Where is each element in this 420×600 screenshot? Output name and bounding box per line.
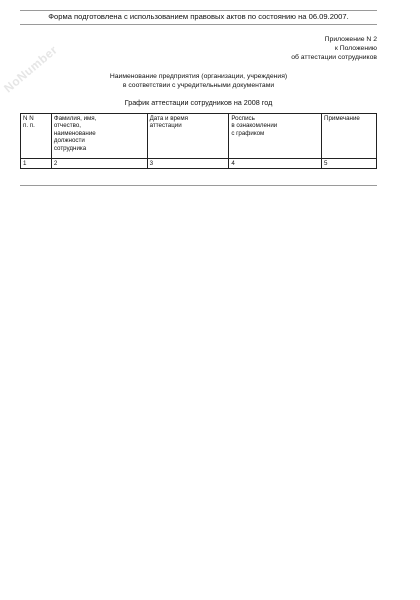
appendix-ref: к Положению: [334, 44, 377, 52]
header-note: Форма подготовлена с использованием правовых актов по состоянию на 06.09.2007.: [48, 12, 349, 21]
organization-block: [20, 72, 377, 90]
column-header: Роспись в ознакомлении с графиком: [229, 114, 322, 159]
bottom-rule: [20, 185, 377, 186]
column-number: 5: [322, 159, 377, 169]
column-number: 4: [229, 159, 322, 169]
top-rule: [20, 10, 377, 11]
column-header: Фамилия, имя, отчество, наименование должности сотрудника: [51, 114, 147, 159]
organization-name-line: Наименование предприятия (организации, учреждения): [109, 73, 288, 80]
schedule-title: График аттестации сотрудников на 2008 год: [124, 98, 273, 107]
header-rule: [20, 24, 377, 25]
table-row: [21, 159, 377, 169]
column-number: 1: [21, 159, 52, 169]
appendix-number: Приложение N 2: [324, 36, 377, 43]
table-header-row: [21, 114, 377, 159]
organization-docs-line: в соответствии с учредительными документами: [122, 82, 275, 90]
appendix-block: [217, 36, 377, 62]
schedule-table: [20, 113, 377, 169]
column-number: 3: [147, 159, 229, 169]
column-header: Дата и время аттестации: [147, 114, 229, 159]
column-header: Примечание: [322, 114, 377, 159]
appendix-subject: об аттестации сотрудников: [291, 53, 377, 61]
column-header: N N п. п.: [21, 114, 52, 159]
column-number: 2: [51, 159, 147, 169]
watermark: NoNumber: [1, 42, 61, 96]
